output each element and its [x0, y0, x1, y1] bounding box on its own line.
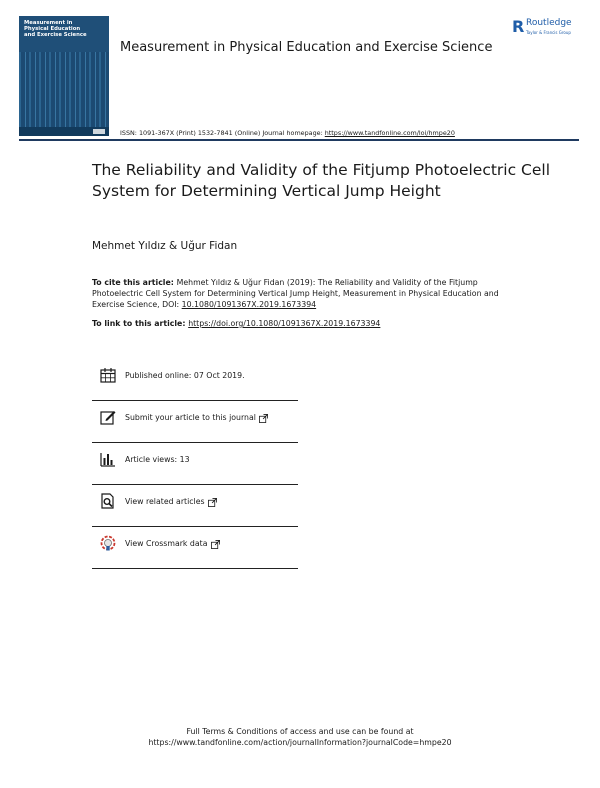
article-doi-link[interactable]: https://doi.org/10.1080/1091367X.2019.1673394	[188, 319, 381, 328]
cover-publisher-logo	[93, 129, 105, 134]
publisher-logo	[512, 17, 592, 39]
edit-icon	[100, 409, 116, 425]
terms-text: Full Terms & Conditions of access and use can be found at	[186, 727, 414, 736]
terms-link[interactable]: https://www.tandfonline.com/action/journalInformation?journalCode=hmpe20	[148, 738, 452, 747]
article-views: Article views: 13	[125, 455, 190, 464]
external-link-icon	[208, 498, 217, 507]
terms-footer	[0, 726, 600, 748]
crossmark-label: View Crossmark data	[125, 539, 208, 548]
cover-pattern	[19, 52, 109, 136]
journal-name: Measurement in Physical Education and Exercise Science	[120, 40, 493, 55]
routledge-logo-icon: R	[512, 17, 525, 36]
issn-text: ISSN: 1091-367X (Print) 1532-7841 (Online) Journal homepage:	[120, 129, 325, 137]
cite-doi-link[interactable]: 10.1080/1091367X.2019.1673394	[181, 300, 317, 309]
article-authors: Mehmet Yıldız & Uğur Fidan	[92, 240, 238, 252]
external-link-icon	[259, 414, 268, 423]
journal-homepage-link[interactable]: https://www.tandfonline.com/loi/hmpe20	[324, 129, 455, 137]
publisher-subtitle: Taylor & Francis Group	[526, 30, 571, 35]
published-date: Published online: 07 Oct 2019.	[125, 371, 245, 380]
cite-label: To cite this article:	[92, 278, 177, 287]
header-divider	[19, 139, 579, 141]
related-articles-row[interactable]	[92, 485, 298, 527]
article-info-list	[92, 359, 298, 569]
related-articles-label: View related articles	[125, 497, 205, 506]
article-title: The Reliability and Validity of the Fitjump Photoelectric Cell System for Determining Vertical Jump Height	[92, 161, 551, 200]
crossmark-link[interactable]	[125, 539, 220, 549]
related-articles-link[interactable]	[125, 497, 217, 507]
submit-article-link[interactable]	[125, 413, 268, 423]
cite-text: Mehmet Yıldız & Uğur Fidan (2019): The Reliability and Validity of the Fitjump Photoelectric Cell System for Determining Vertical Jump Height, Measurement in Physical Education and Exercise Science, DOI:	[92, 278, 499, 309]
article-views-row	[92, 443, 298, 485]
issn-line	[120, 129, 455, 137]
submit-article-label: Submit your article to this journal	[125, 413, 256, 422]
bar-chart-icon	[100, 451, 116, 467]
link-label: To link to this article:	[92, 319, 189, 328]
article-link-line	[92, 319, 380, 328]
journal-cover-image	[19, 16, 109, 136]
crossmark-icon	[100, 535, 116, 551]
crossmark-row[interactable]	[92, 527, 298, 569]
document-search-icon	[100, 493, 116, 509]
publisher-name: Routledge	[526, 18, 572, 28]
calendar-icon	[100, 367, 116, 383]
external-link-icon	[211, 540, 220, 549]
cover-title: Measurement in Physical Education and Exercise Science	[24, 20, 87, 38]
citation-block	[92, 277, 522, 310]
submit-article-row[interactable]	[92, 401, 298, 443]
published-row	[92, 359, 298, 401]
